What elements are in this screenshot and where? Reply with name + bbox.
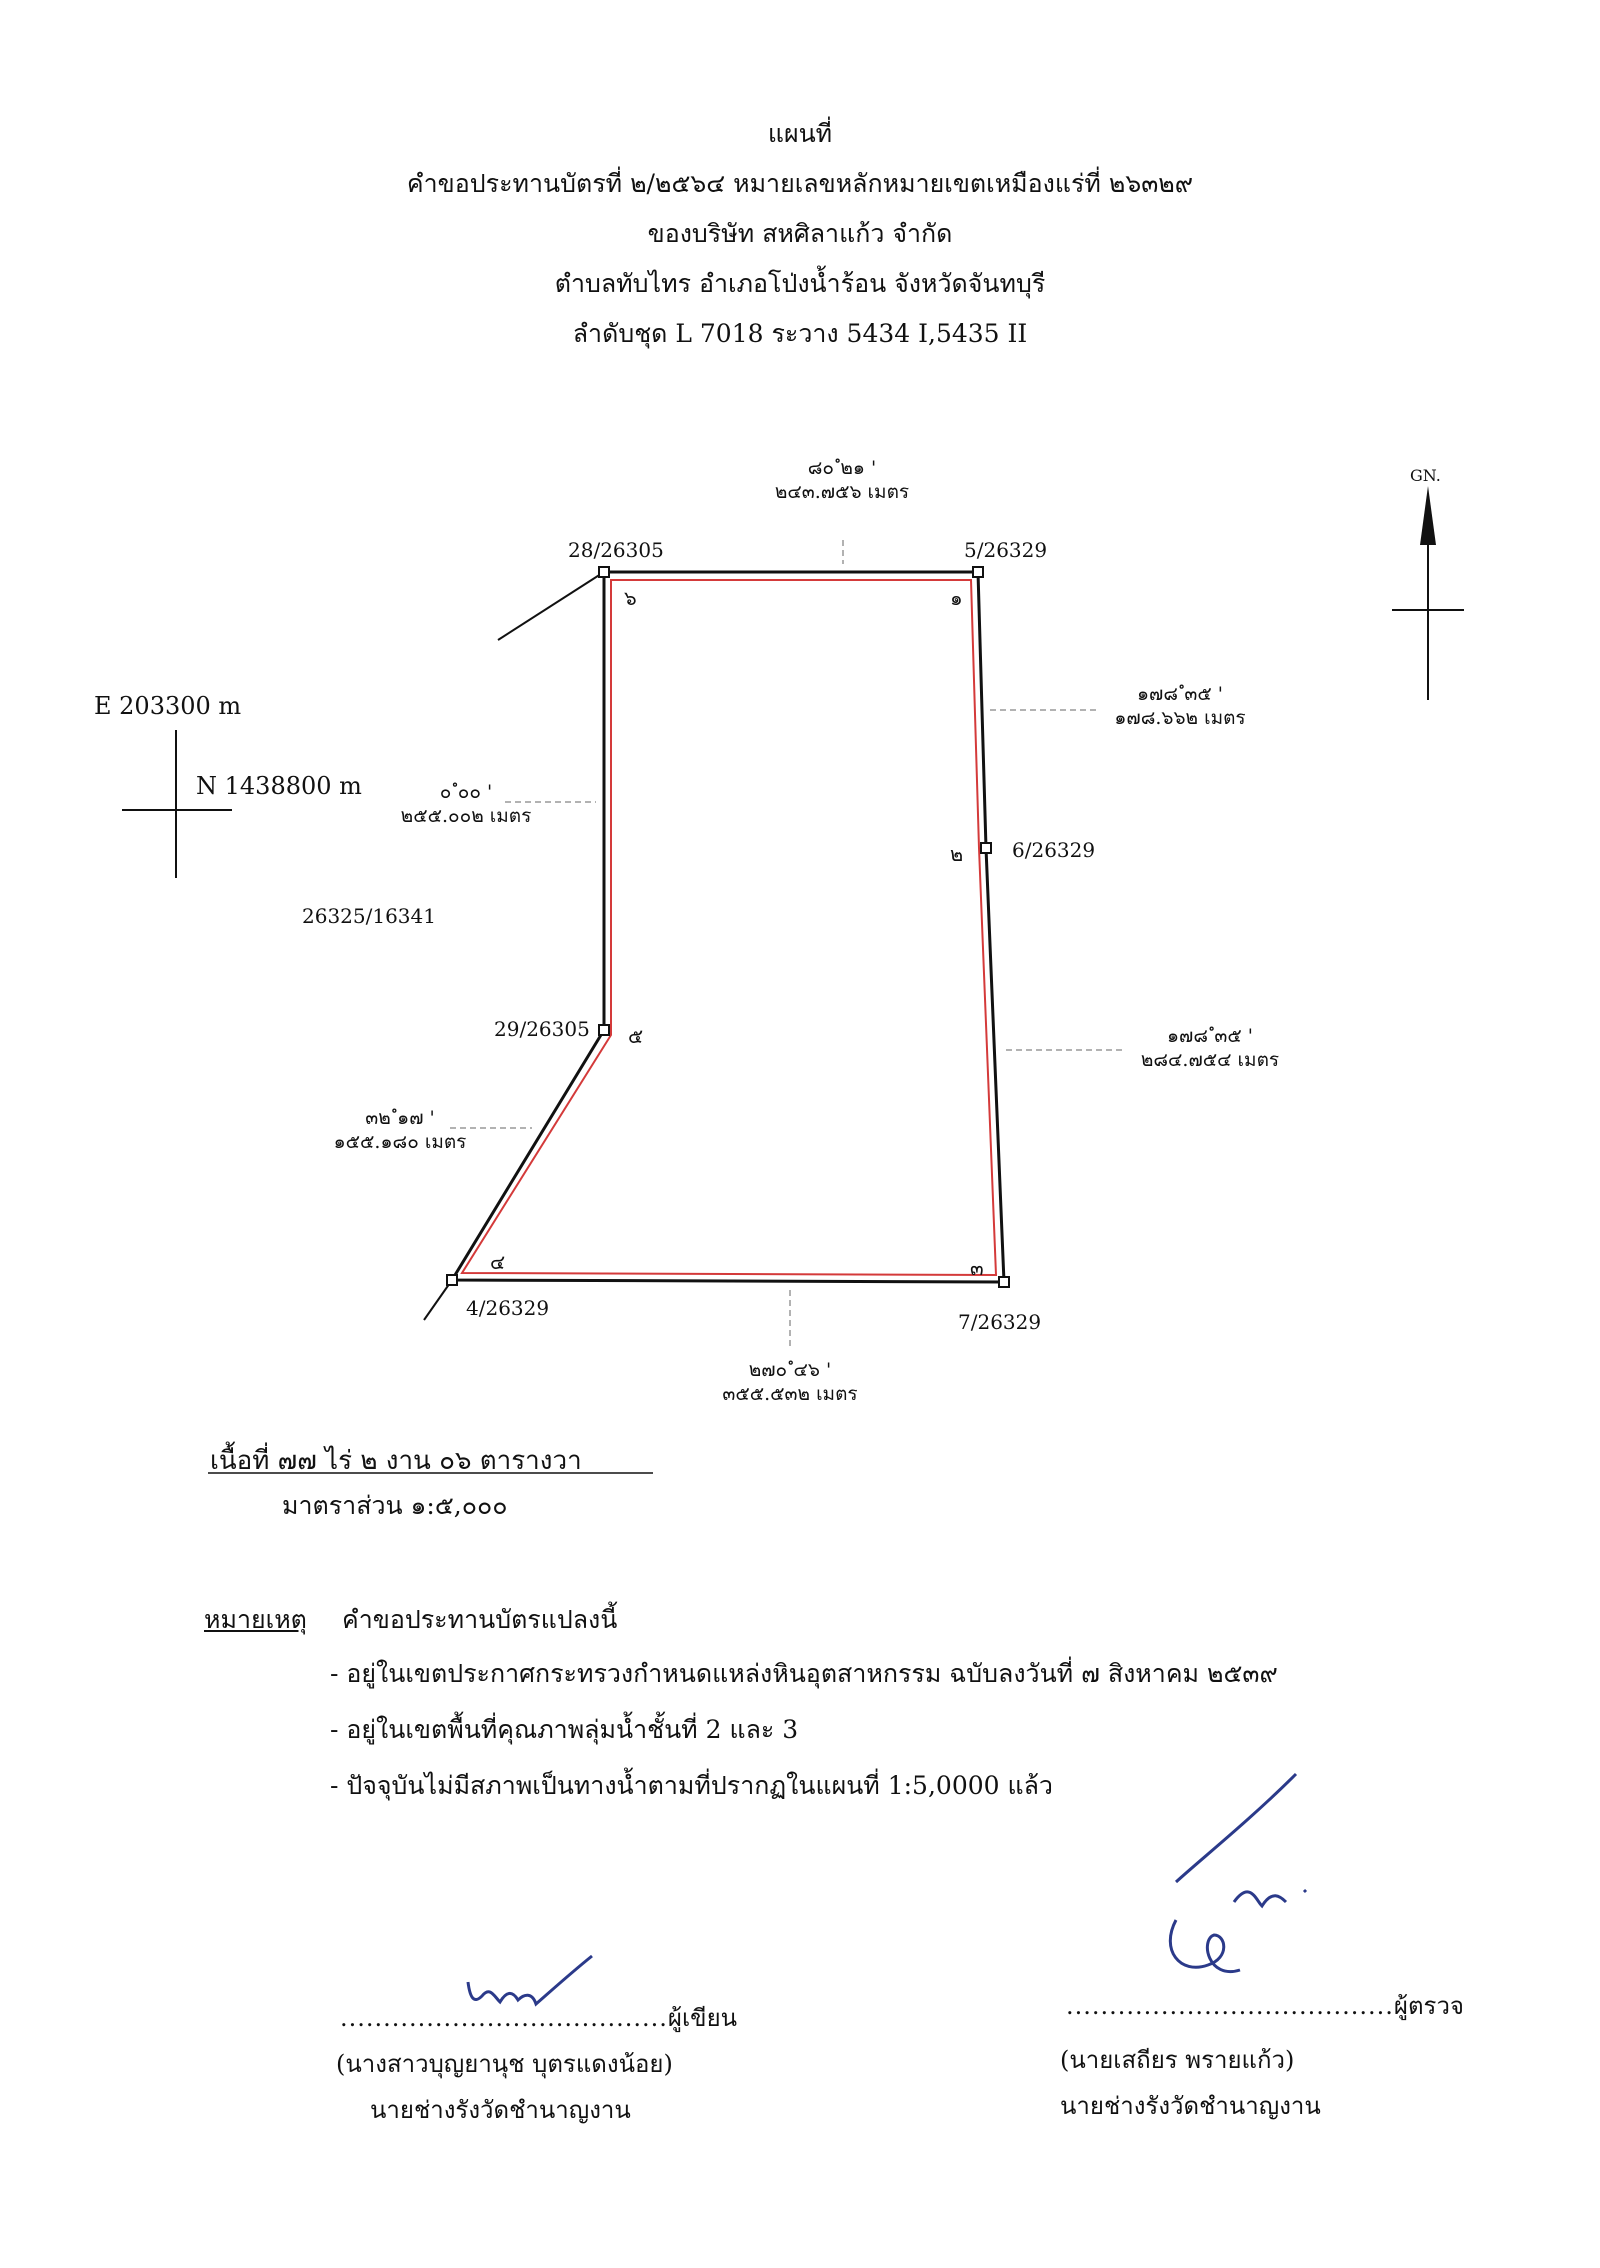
grid-easting-label: E 203300 m: [94, 692, 242, 720]
checker-role: ผู้ตรวจ: [1393, 1992, 1464, 2020]
marker-7-26329: [999, 1277, 1009, 1287]
checker-name: (นายเสถียร พรายแก้ว): [1060, 2046, 1295, 2074]
marker-5-26329: [973, 567, 983, 577]
bearing-label-right-lower: ๑๗๘ ํ๓๕ ' ๒๘๔.๗๕๔ เมตร: [1140, 1025, 1280, 1071]
bearing-label-right-upper: ๑๗๘ ํ๓๕ ' ๑๗๘.๖๖๒ เมตร: [1114, 683, 1246, 729]
bearing-label-bottom: ๒๗๐ ํ๔๖ ' ๓๕๕.๕๓๒ เมตร: [722, 1359, 858, 1405]
marker-label: 28/26305: [568, 538, 664, 562]
parcel-reference: 26325/16341: [302, 904, 436, 928]
sheet-series-line: ลำดับชุด L 7018 ระวาง 5434 I,5435 II: [572, 319, 1028, 348]
scale-text: มาตราส่วน ๑:๕,๐๐๐: [282, 1491, 508, 1520]
checker-title: นายช่างรังวัดชำนาญงาน: [1060, 2092, 1321, 2120]
marker-4-26329: [447, 1275, 457, 1285]
writer-name: (นางสาวบุญยานุช บุตรแดงน้อย): [336, 2050, 673, 2078]
parcel-boundary: [452, 572, 1004, 1282]
checker-signature-line: ......................................ผู้ตรวจ: [1066, 1992, 1464, 2020]
remark-item: - อยู่ในเขตพื้นที่คุณภาพลุ่มน้ำชั้นที่ 2 และ 3: [330, 1715, 799, 1744]
remark-item: - ปัจจุบันไม่มีสภาพเป็นทางน้ำตามที่ปรากฏในแผนที่ 1:5,0000 แล้ว: [330, 1771, 1053, 1800]
bearing-label-top: ๘๐ ํ๒๑ ' ๒๔๓.๗๕๖ เมตร: [774, 457, 910, 503]
area-text: เนื้อที่ ๗๗ ไร่ ๒ งาน ๐๖ ตารางวา: [210, 1446, 582, 1476]
corner-number: ๔: [490, 1250, 506, 1274]
remarks-label: หมายเหตุ: [204, 1605, 307, 1634]
marker-label: 6/26329: [1012, 838, 1096, 862]
extension-line-nw: [498, 572, 604, 640]
marker-29-26305: [599, 1025, 609, 1035]
bearing-label-left: ๐ ํ๐๐ ' ๒๕๕.๐๐๒ เมตร: [400, 781, 532, 827]
application-line: คำขอประทานบัตรที่ ๒/๒๕๖๔ หมายเลขหลักหมายเขตเหมืองแร่ที่ ๒๖๓๒๙: [406, 169, 1194, 198]
corner-number: ๖: [624, 586, 637, 610]
corner-number: ๓: [970, 1256, 984, 1280]
parcel-inner-outline: [462, 580, 996, 1275]
north-label: GN.: [1410, 466, 1441, 485]
corner-number: ๒: [950, 842, 964, 866]
grid-northing-label: N 1438800 m: [196, 772, 362, 800]
company-line: ของบริษัท สหศิลาแก้ว จำกัด: [647, 219, 953, 248]
corner-number: ๕: [628, 1024, 644, 1048]
marker-label: 4/26329: [466, 1296, 550, 1320]
north-arrow-icon: [1392, 486, 1464, 700]
location-line: ตำบลทับไทร อำเภอโป่งน้ำร้อน จังหวัดจันทบุรี: [554, 269, 1046, 298]
marker-28-26305: [599, 567, 609, 577]
marker-label: 5/26329: [964, 538, 1048, 562]
remark-item: - อยู่ในเขตประกาศกระทรวงกำหนดแหล่งหินอุตสาหกรรม ฉบับลงวันที่ ๗ สิงหาคม ๒๕๓๙: [330, 1659, 1278, 1688]
writer-role: ผู้เขียน: [667, 2004, 738, 2032]
marker-label: 7/26329: [958, 1310, 1042, 1334]
map-title: แผนที่: [767, 119, 833, 148]
remarks-intro: คำขอประทานบัตรแปลงนี้: [342, 1605, 618, 1634]
corner-number: ๑: [950, 586, 963, 610]
writer-title: นายช่างรังวัดชำนาญงาน: [370, 2096, 631, 2124]
writer-signature-line: ......................................ผู้เขียน: [340, 2004, 738, 2032]
bearing-label-southwest: ๓๒ ํ๑๗ ' ๑๕๕.๑๘๐ เมตร: [333, 1107, 467, 1153]
marker-6-26329: [981, 843, 991, 853]
marker-label: 29/26305: [494, 1017, 590, 1041]
